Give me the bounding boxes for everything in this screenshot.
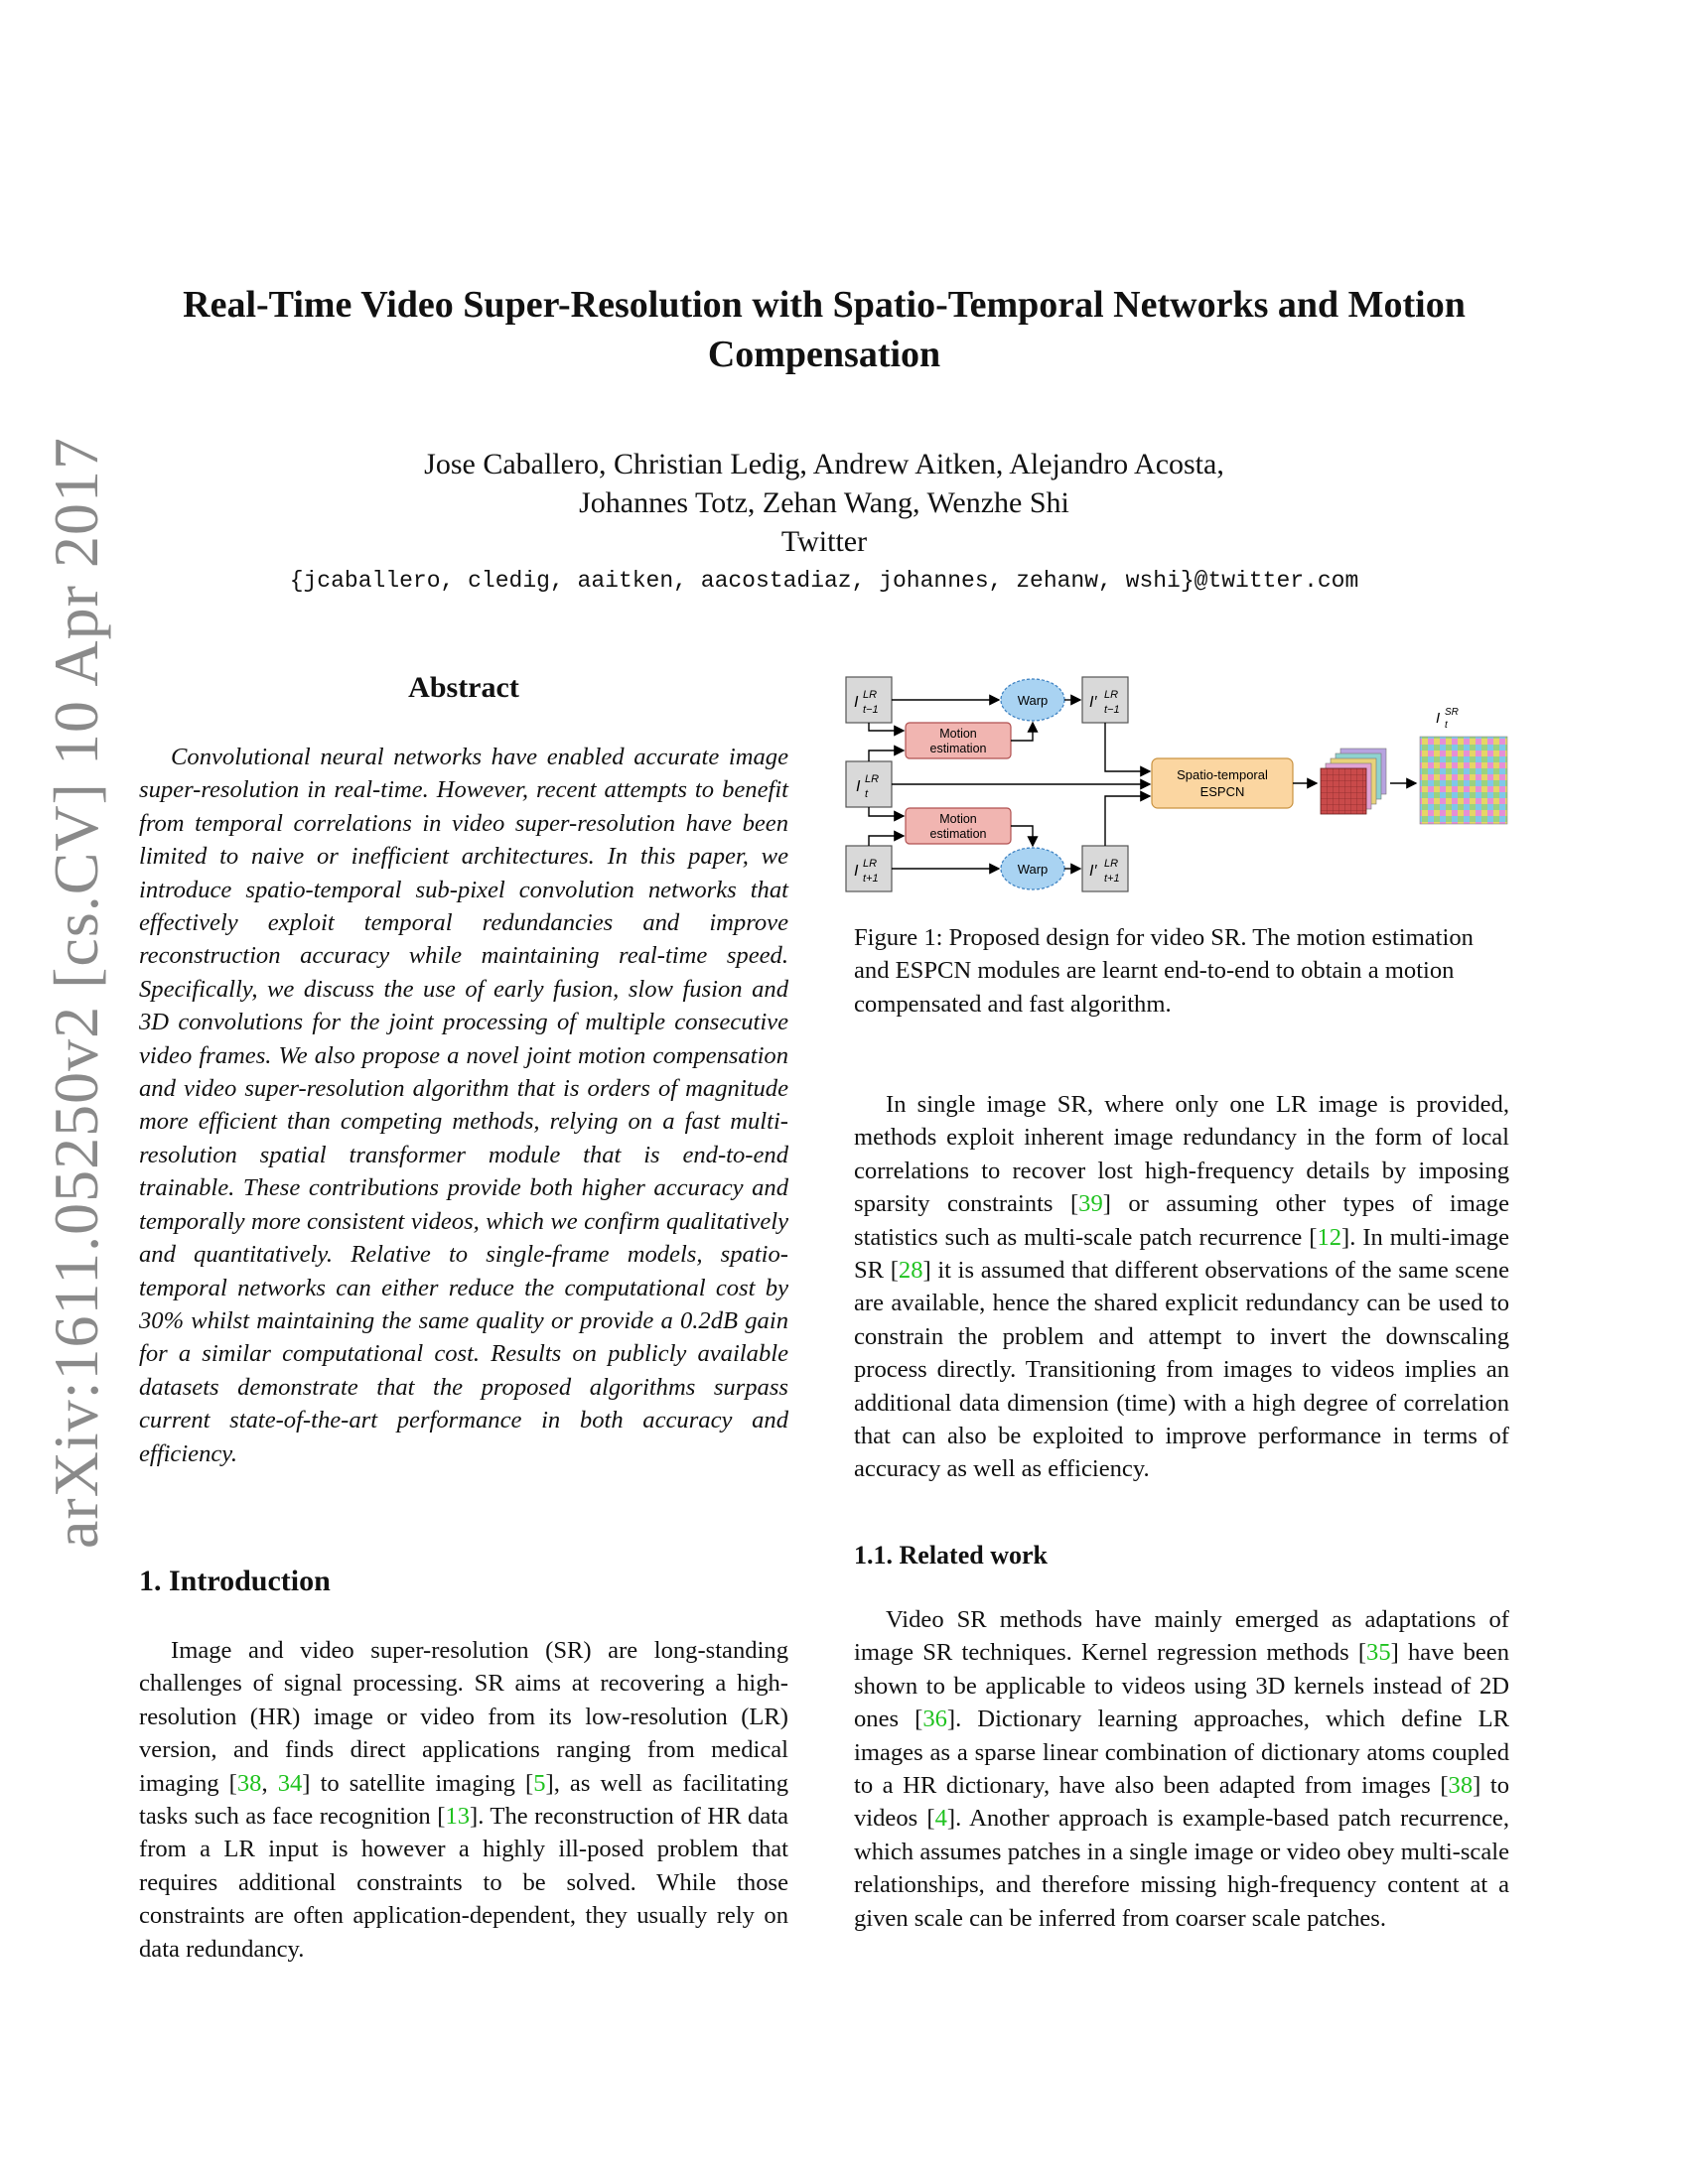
single-image-sr-paragraph-block	[854, 1088, 1509, 1486]
svg-text:ESPCN: ESPCN	[1199, 784, 1245, 799]
citation-link[interactable]: 35	[1366, 1639, 1391, 1667]
author-block	[139, 445, 1509, 561]
title-line-1: Real-Time Video Super-Resolution with Spatio-Temporal Networks and Motion	[183, 284, 1466, 326]
citation-link[interactable]: 34	[277, 1769, 303, 1797]
citation-link[interactable]: 13	[445, 1803, 471, 1831]
svg-text:Motion: Motion	[939, 727, 977, 741]
svg-text:I: I	[854, 694, 859, 711]
paper-title	[139, 280, 1509, 379]
citation-link[interactable]: 39	[1078, 1190, 1103, 1218]
feature-maps-stack	[1321, 749, 1386, 814]
svg-text:I: I	[854, 863, 859, 880]
abstract-section	[139, 671, 788, 705]
motion-estimation-top	[906, 723, 1011, 758]
espcn-block	[1152, 758, 1293, 808]
author-emails: {jcaballero, cledig, aaitken, aacostadiaz, johannes, zehanw, wshi}@twitter.com	[289, 568, 1359, 594]
single-image-sr-paragraph: In single image SR, where only one LR image is provided, methods exploit inherent image redundancy in the form of local correlations to recover lost high-frequency details by imposing sparsity constraints [39] or assuming other types of image statistics such as multi-scale patch recurrence [12]. In multi-image SR [28] it is assumed that different observations of the same scene are available, hence the shared explicit redundancy can be used to constrain the problem and attempt to invert the downscaling process directly. Transitioning from images to videos implies an additional data dimension (time) with a high degree of correlation that can also be exploited to improve performance in terms of accuracy as well as efficiency.	[854, 1091, 1510, 1483]
svg-text:LR: LR	[863, 689, 878, 701]
frame-prev-box	[846, 677, 892, 723]
authors-line-2: Johannes Totz, Zehan Wang, Wenzhe Shi	[579, 486, 1069, 519]
introduction-heading: 1. Introduction	[139, 1565, 331, 1597]
abstract-text: Convolutional neural networks have enabled accurate image super-resolution in real-time. However, recent attempts to benefit from temporal correlations in video super-resolution have been limited to naive or inefficient architectures. In this paper, we introduce spatio-temporal sub-pixel convolution networks that effectively exploit temporal redundancies and improve reconstruction accuracy while maintaining real-time speed. Specifically, we discuss the use of early fusion, slow fusion and 3D convolutions for the joint processing of multiple consecutive video frames. We also propose a novel joint motion compensation and video super-resolution algorithm that is orders of magnitude more efficient than competing methods, relying on a fast multi-resolution spatial transformer module that is end-to-end trainable. These contributions provide both higher accuracy and temporally more consistent videos, which we confirm qualitatively and quantitatively. Relative to single-frame models, spatio-temporal networks can either reduce the computational cost by 30% whilst maintaining the same quality or provide a 0.2dB gain for a similar computational cost. Results on publicly available datasets demonstrate that the proposed algorithms surpass current state-of-the-art performance in both accuracy and efficiency.	[139, 744, 788, 1467]
title-line-2: Compensation	[707, 334, 941, 375]
frame-next-box	[846, 846, 892, 891]
affiliation: Twitter	[780, 525, 868, 558]
related-work-body	[854, 1603, 1509, 1935]
citation-link[interactable]: 38	[1448, 1772, 1474, 1800]
citation-link[interactable]: 38	[236, 1769, 262, 1797]
svg-text:LR: LR	[863, 858, 878, 870]
svg-text:t+1: t+1	[1104, 873, 1120, 885]
warped-frame-next-box	[1082, 846, 1128, 891]
arxiv-identifier: arXiv:1611.05250v2 [cs.CV] 10 Apr 2017	[41, 437, 111, 1549]
svg-text:estimation: estimation	[929, 742, 987, 755]
related-work-paragraph: Video SR methods have mainly emerged as adaptations of image SR techniques. Kernel regression methods [35] have been shown to be applicable to videos using 3D kernels instead of 2D ones [36]. Dictionary learning approaches, which define LR images as a sparse linear combination of dictionary atoms coupled to a HR dictionary, have also been adapted from images [38] to videos [4]. Another approach is example-based patch recurrence, which assumes patches in a single image or video obey multi-scale relationships, and therefore missing high-frequency content at a given scale can be inferred from coarser scale patches.	[854, 1606, 1510, 1932]
svg-text:t: t	[865, 788, 869, 800]
svg-text:I′: I′	[1089, 694, 1097, 711]
abstract-heading: Abstract	[408, 671, 519, 704]
warp-node-bottom	[1001, 848, 1064, 889]
authors-line-1: Jose Caballero, Christian Ledig, Andrew Aitken, Alejandro Acosta,	[424, 448, 1224, 480]
svg-text:Warp: Warp	[1017, 862, 1049, 877]
citation-link[interactable]: 28	[898, 1257, 923, 1285]
figure-1-caption: Figure 1: Proposed design for video SR. The motion estimation and ESPCN modules are learnt end-to-end to obtain a motion compensated and fast algorithm.	[854, 924, 1474, 1018]
abstract-body	[139, 741, 788, 1470]
figure-1-diagram	[844, 667, 1519, 905]
warped-frame-prev-box	[1082, 677, 1128, 723]
svg-text:Spatio-temporal: Spatio-temporal	[1177, 767, 1268, 782]
svg-text:LR: LR	[1104, 858, 1119, 870]
citation-link[interactable]: 5	[533, 1769, 546, 1797]
citation-link[interactable]: 36	[922, 1706, 947, 1733]
svg-text:I′: I′	[1089, 863, 1097, 880]
related-work-heading: 1.1. Related work	[854, 1541, 1048, 1570]
svg-text:I: I	[1436, 710, 1441, 727]
introduction-body	[139, 1634, 788, 1966]
svg-text:t−1: t−1	[863, 704, 879, 716]
motion-estimation-bottom	[906, 808, 1011, 844]
citation-link[interactable]: 4	[934, 1805, 947, 1833]
frame-current-box	[846, 761, 892, 807]
svg-text:estimation: estimation	[929, 827, 987, 841]
citation-link[interactable]: 12	[1317, 1223, 1342, 1251]
svg-text:t−1: t−1	[1104, 704, 1120, 716]
svg-text:I: I	[856, 778, 861, 795]
svg-text:Motion: Motion	[939, 812, 977, 826]
introduction-heading-block	[139, 1565, 788, 1598]
svg-text:LR: LR	[1104, 689, 1119, 701]
svg-text:Warp: Warp	[1017, 693, 1049, 708]
hr-output-image	[1420, 707, 1507, 824]
svg-text:t+1: t+1	[863, 873, 879, 885]
svg-text:t: t	[1445, 720, 1448, 731]
figure-1-caption-block	[854, 921, 1509, 1021]
svg-text:SR: SR	[1445, 707, 1459, 718]
introduction-paragraph: Image and video super-resolution (SR) are long-standing challenges of signal processing. SR aims at recovering a high-resolution (HR) image or video from its low-resolution (LR) version, and finds direct applications ranging from medical imaging [38, 34] to satellite imaging [5], as well as facilitating tasks such as face recognition [13]. The reconstruction of HR data from a LR input is however a highly ill-posed problem that requires additional constraints to be solved. While those constraints are often application-dependent, they usually rely on data redundancy.	[139, 1637, 788, 1963]
svg-text:LR: LR	[865, 773, 880, 785]
related-work-heading-block	[854, 1541, 1509, 1570]
warp-node-top	[1001, 679, 1064, 721]
